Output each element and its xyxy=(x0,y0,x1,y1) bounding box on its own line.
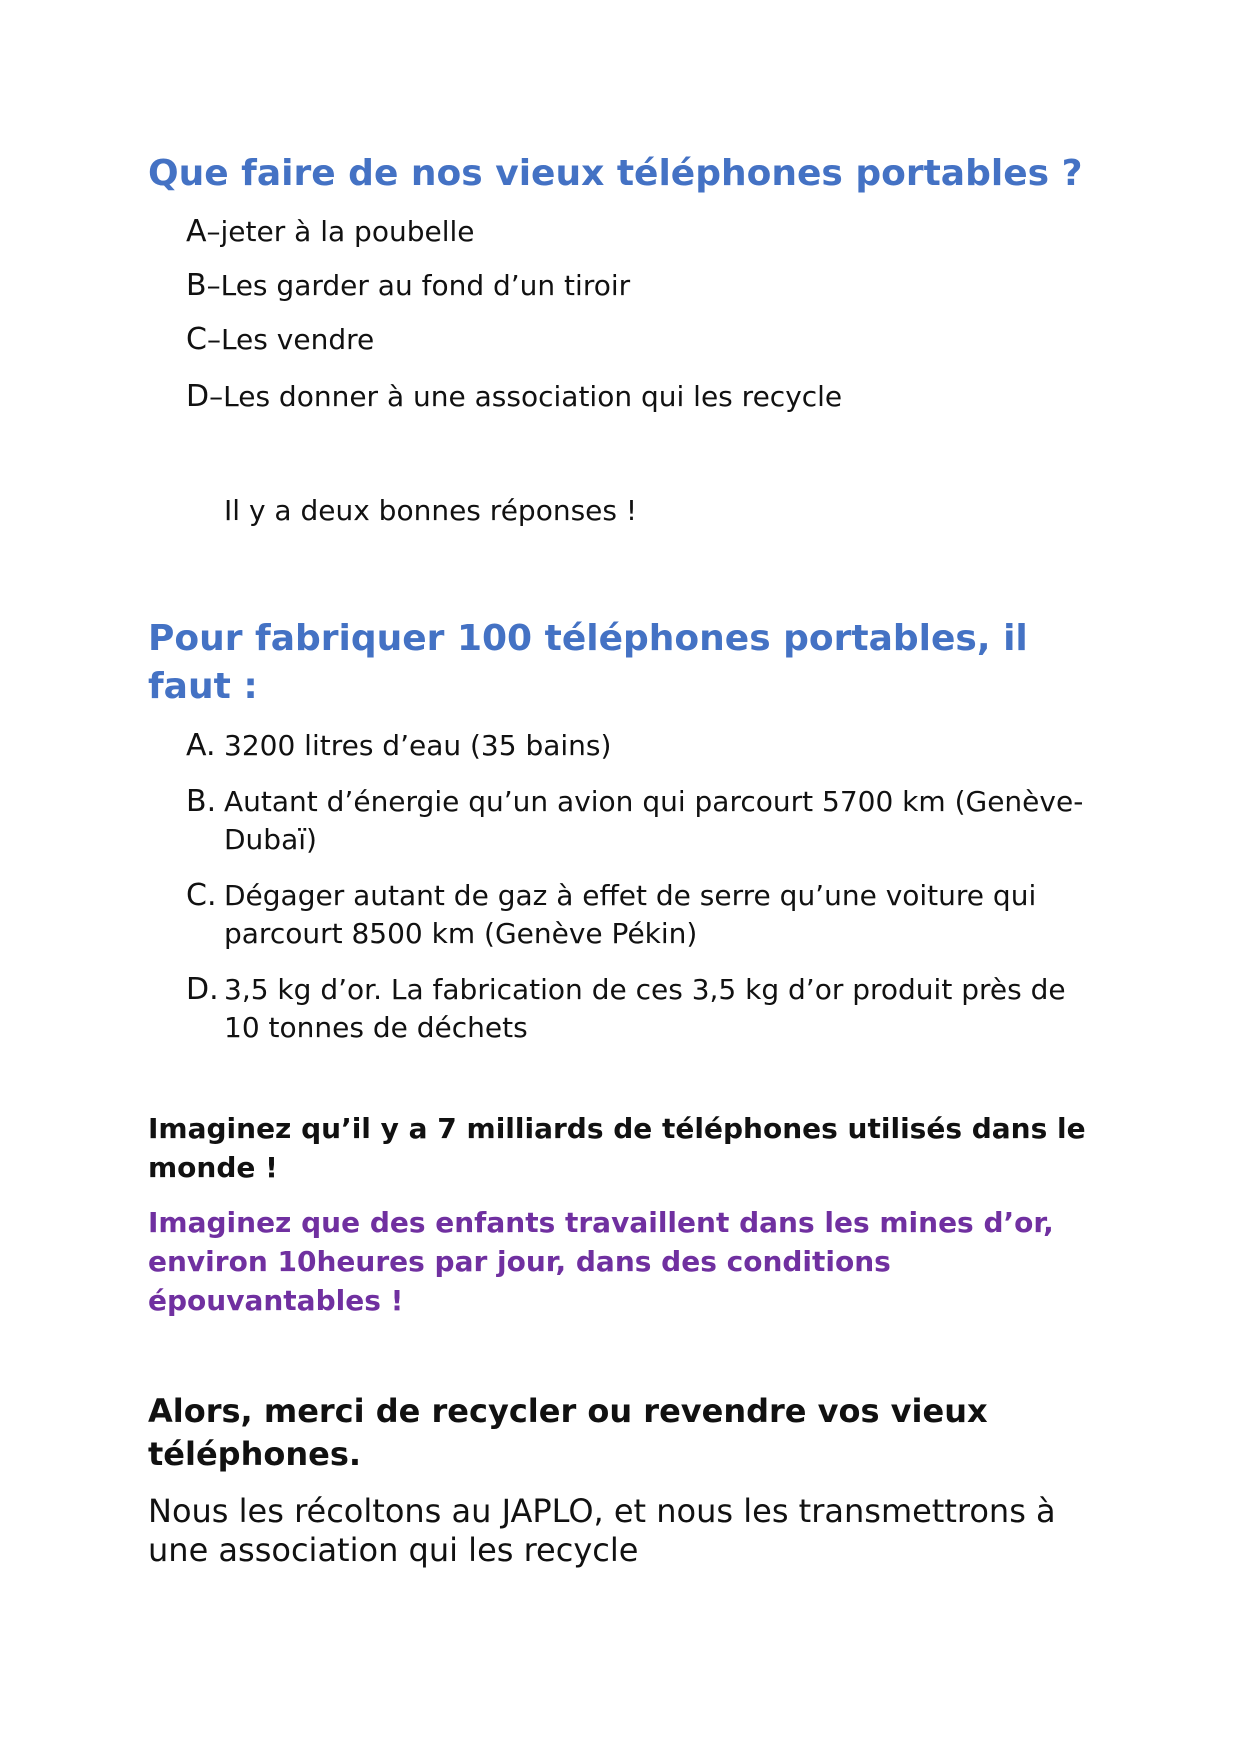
option-separator: – xyxy=(209,380,224,413)
closing-body: Nous les récoltons au JAPLO, et nous les transmettrons à une association qui les recycle xyxy=(148,1492,1056,1569)
list-item-letter: D. xyxy=(186,972,219,1007)
option-letter: A xyxy=(186,214,207,249)
list-item-text: 3,5 kg d’or. La fabrication de ces 3,5 kg d’or produit près de 10 tonnes de déchets xyxy=(224,973,1066,1044)
list-item-a xyxy=(186,727,1106,765)
option-text: Les donner à une association qui les recycle xyxy=(223,380,843,413)
list-item-letter: C. xyxy=(186,878,217,913)
list-item-letter: A. xyxy=(186,728,216,763)
option-letter: C xyxy=(186,322,207,357)
list-item-letter: B. xyxy=(186,784,217,819)
option-separator: – xyxy=(206,269,221,302)
option-text: Les vendre xyxy=(220,323,375,356)
option-letter: B xyxy=(186,268,207,303)
option-d xyxy=(186,378,1106,416)
option-text: Les garder au fond d’un tiroir xyxy=(220,269,631,302)
option-letter: D xyxy=(186,379,210,414)
section2-title: Pour fabriquer 100 téléphones portables, il faut : xyxy=(148,618,1028,707)
answer-hint: Il y a deux bonnes réponses ! xyxy=(224,494,638,527)
list-item-text: 3200 litres d’eau (35 bains) xyxy=(224,729,612,762)
option-separator: – xyxy=(206,215,221,248)
list-item-d xyxy=(186,971,1106,1047)
option-a xyxy=(186,213,1106,251)
option-b xyxy=(186,267,1106,305)
option-text: jeter à la poubelle xyxy=(220,215,475,248)
list-item-c xyxy=(186,877,1106,953)
section1-title: Que faire de nos vieux téléphones portables ? xyxy=(148,153,1083,194)
closing-headline: Alors, merci de recycler ou revendre vos vieux téléphones. xyxy=(148,1392,988,1473)
imagine-children-statement: Imaginez que des enfants travaillent dans les mines d’or, environ 10heures par jour, dans des conditions épouvantables ! xyxy=(148,1206,1054,1317)
list-item-b xyxy=(186,783,1106,859)
option-separator: – xyxy=(206,323,221,356)
option-c xyxy=(186,321,1106,359)
list-item-text: Autant d’énergie qu’un avion qui parcourt 5700 km (Genève- Dubaï) xyxy=(224,785,1084,856)
list-item-text: Dégager autant de gaz à effet de serre qu’une voiture qui parcourt 8500 km (Genève Pékin) xyxy=(224,879,1037,950)
imagine-phones-statement: Imaginez qu’il y a 7 milliards de téléphones utilisés dans le monde ! xyxy=(148,1112,1086,1184)
